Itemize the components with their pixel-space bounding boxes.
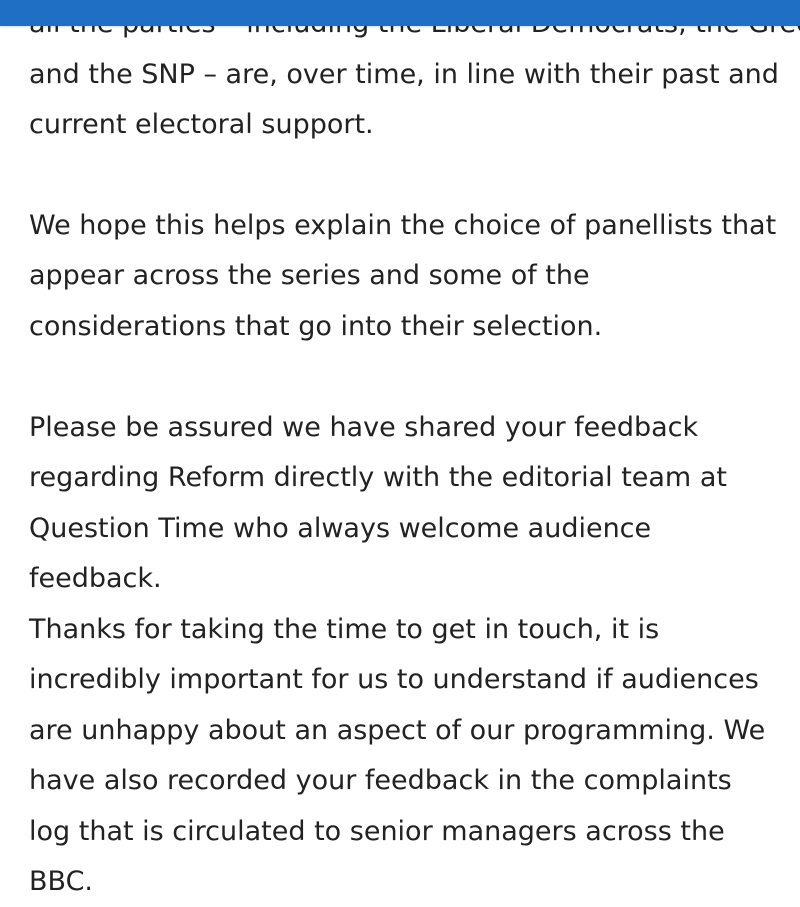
message-paragraph: Thanks for taking the time to get in touch, it is incredibly important for us to understand if audiences are unhappy about an aspect of our programming. We have also recorded your feedback in the complaints log that is circulated to senior managers across the BBC. [29,614,766,898]
top-app-bar [0,0,800,26]
message-paragraph: We hope this helps explain the choice of panellists that appear across the series and some of the considerations that go into their selection. [29,210,777,342]
message-paragraph: Please be assured we have shared your feedback regarding Reform directly with the editorial team at Question Time who always welcome audience feedback. [29,412,727,595]
message-paragraph: and the SNP – are, over time, in line with their past and current electoral support. [29,59,779,141]
